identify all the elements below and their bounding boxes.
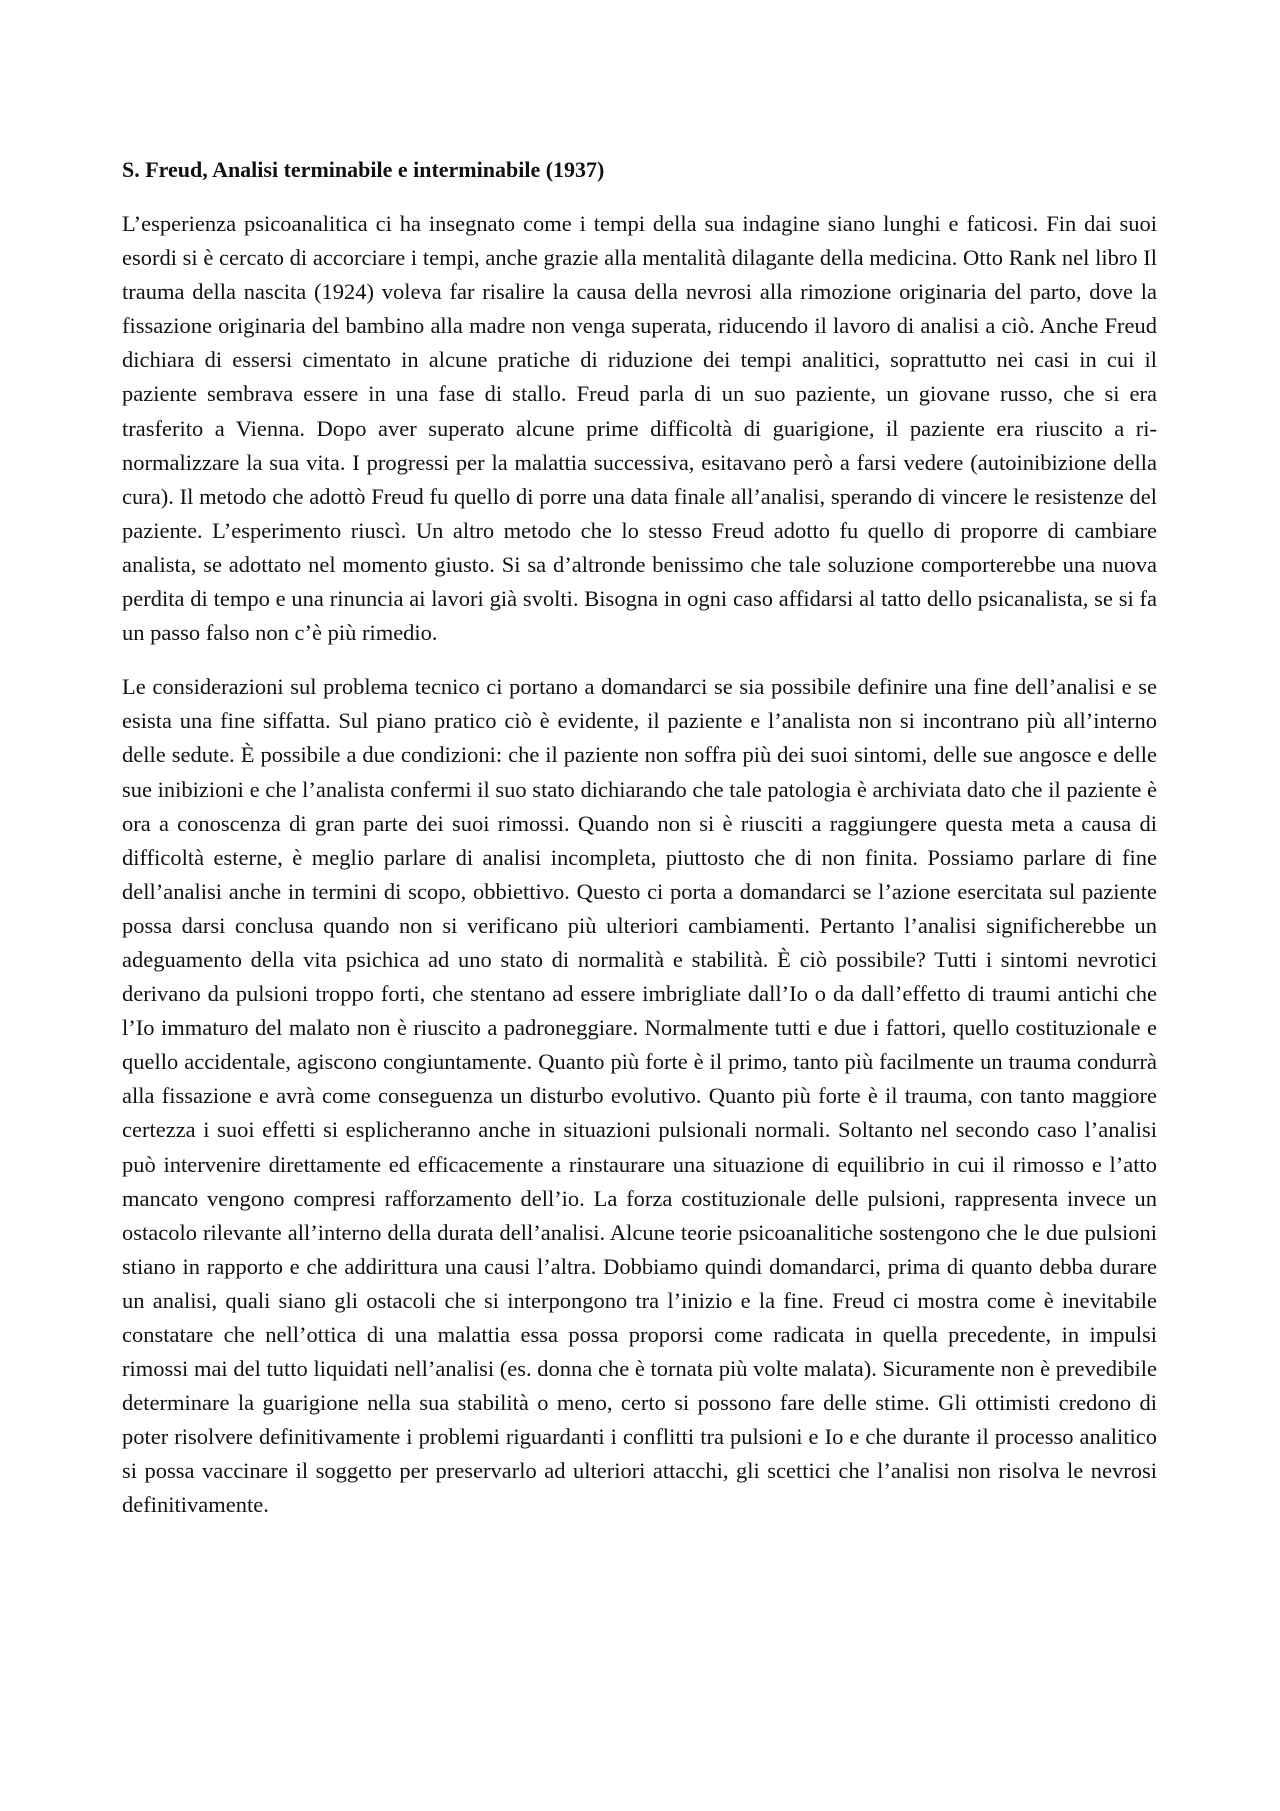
document-content bbox=[122, 153, 1157, 1543]
document-title: S. Freud, Analisi terminabile e interminabile (1937) bbox=[122, 157, 605, 182]
paragraph-1: L’esperienza psicoanalitica ci ha insegnato come i tempi della sua indagine siano lunghi e faticosi. Fin dai suoi esordi si è cercato di accorciare i tempi, anche grazie alla mentalità dilagante della medicina. Otto Rank nel libro Il trauma della nascita (1924) voleva far risalire la causa della nevrosi alla rimozione originaria del parto, dove la fissazione originaria del bambino alla madre non venga superata, riducendo il lavoro di analisi a ciò. Anche Freud dichiara di essersi cimentato in alcune pratiche di riduzione dei tempi analitici, soprattutto nei casi in cui il paziente sembrava essere in una fase di stallo. Freud parla di un suo paziente, un giovane russo, che si era trasferito a Vienna. Dopo aver superato alcune prime difficoltà di guarigione, il paziente era riuscito a ri-normalizzare la sua vita. I progressi per la malattia successiva, esitavano però a farsi vedere (autoinibizione della cura). Il metodo che adottò Freud fu quello di porre una data finale all’analisi, sperando di vincere le resistenze del paziente. L’esperimento riuscì. Un altro metodo che lo stesso Freud adotto fu quello di proporre di cambiare analista, se adottato nel momento giusto. Si sa d’altronde benissimo che tale soluzione comporterebbe una nuova perdita di tempo e una rinuncia ai lavori già svolti. Bisogna in ogni caso affidarsi al tatto dello psicanalista, se si fa un passo falso non c’è più rimedio. bbox=[122, 211, 1157, 646]
paragraph-2: Le considerazioni sul problema tecnico ci portano a domandarci se sia possibile definire una fine dell’analisi e se esista una fine siffatta. Sul piano pratico ciò è evidente, il paziente e l’analista non si incontrano più all’interno delle sedute. È possibile a due condizioni: che il paziente non soffra più dei suoi sintomi, delle sue angosce e delle sue inibizioni e che l’analista confermi il suo stato dichiarando che tale patologia è archiviata dato che il paziente è ora a conoscenza di gran parte dei suoi rimossi. Quando non si è riusciti a raggiungere questa meta a causa di difficoltà esterne, è meglio parlare di analisi incompleta, piuttosto che di non finita. Possiamo parlare di fine dell’analisi anche in termini di scopo, obbiettivo. Questo ci porta a domandarci se l’azione esercitata sul paziente possa darsi conclusa quando non si verificano più ulteriori cambiamenti. Pertanto l’analisi significherebbe un adeguamento della vita psichica ad uno stato di normalità e stabilità. È ciò possibile? Tutti i sintomi nevrotici derivano da pulsioni troppo forti, che stentano ad essere imbrigliate dall’Io o da dall’effetto di traumi antichi che l’Io immaturo del malato non è riuscito a padroneggiare. Normalmente tutti e due i fattori, quello costituzionale e quello accidentale, agiscono congiuntamente. Quanto più forte è il primo, tanto più facilmente un trauma condurrà alla fissazione e avrà come conseguenza un disturbo evolutivo. Quanto più forte è il trauma, con tanto maggiore certezza i suoi effetti si esplicheranno anche in situazioni pulsionali normali. Soltanto nel secondo caso l’analisi può intervenire direttamente ed efficacemente a rinstaurare una situazione di equilibrio in cui il rimosso e l’atto mancato vengono compresi rafforzamento dell’io. La forza costituzionale delle pulsioni, rappresenta invece un ostacolo rilevante all’interno della durata dell’analisi. Alcune teorie psicoanalitiche sostengono che le due pulsioni stiano in rapporto e che addirittura una causi l’altra. Dobbiamo quindi domandarci, prima di quanto debba durare un analisi, quali siano gli ostacoli che si interpongono tra l’inizio e la fine. Freud ci mostra come è inevitabile constatare che nell’ottica di una malattia essa possa proporsi come radicata in quella precedente, in impulsi rimossi mai del tutto liquidati nell’analisi (es. donna che è tornata più volte malata). Sicuramente non è prevedibile determinare la guarigione nella sua stabilità o meno, certo si possono fare delle stime. Gli ottimisti credono di poter risolvere definitivamente i problemi riguardanti i conflitti tra pulsioni e Io e che durante il processo analitico si possa vaccinare il soggetto per preservarlo ad ulteriori attacchi, gli scettici che l’analisi non risolva le nevrosi definitivamente. bbox=[122, 674, 1157, 1518]
